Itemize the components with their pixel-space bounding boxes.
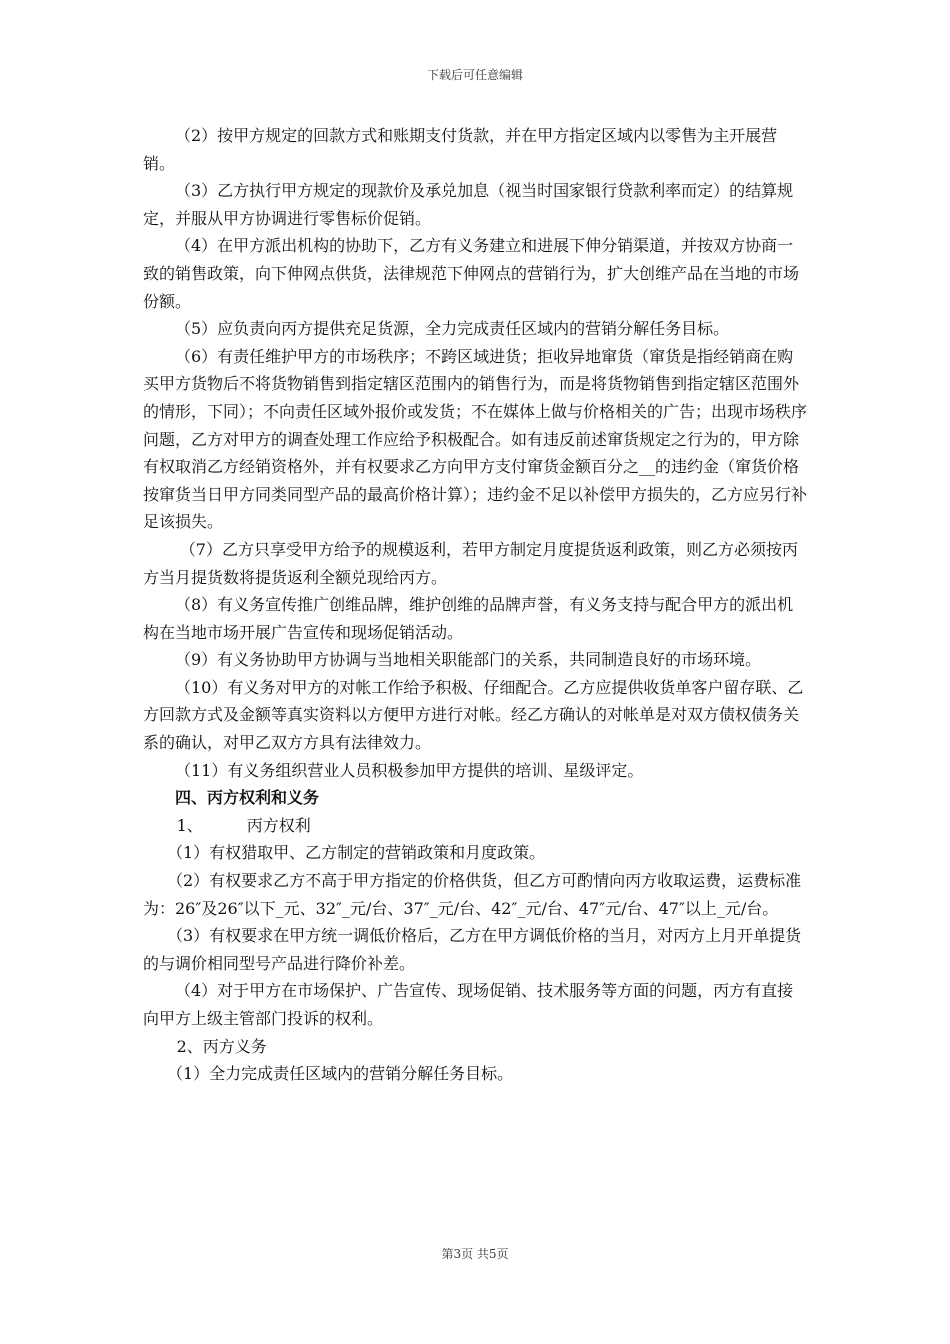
subsection-title: 丙方权利 xyxy=(246,815,311,835)
right-1: （1）有权猎取甲、乙方制定的营销政策和月度政策。 xyxy=(167,843,546,863)
clause-7: （7）乙方只享受甲方给予的规模返利，若甲方制定月度提货返利政策，则乙方必须按丙方当月提货数将提货返利全额兑现给丙方。 xyxy=(143,539,798,587)
page-header: 下载后可任意编辑 xyxy=(426,68,523,82)
subsection-rights-title xyxy=(143,812,807,840)
duty-1: （1）全力完成责任区域内的营销分解任务目标。 xyxy=(167,1064,514,1084)
right-4: （4）对于甲方在市场保护、广告宣传、现场促销、技术服务等方面的问题，丙方有直接向甲方上级主管部门投诉的权利。 xyxy=(143,981,794,1028)
clause-4: （4）在甲方派出机构的协助下，乙方有义务建立和进展下伸分销渠道，并按双方协商一致的销售政策，向下伸网点供货，法律规范下伸网点的营销行为，扩大创维产品在当地的市场份额。 xyxy=(143,236,800,311)
clause-3: （3）乙方执行甲方规定的现款价及承兑加息（视当时国家银行贷款利率而定）的结算规定，并服从甲方协调进行零售标价促销。 xyxy=(143,181,794,228)
subsection-duties-title: 2、丙方义务 xyxy=(176,1036,267,1056)
clause-5: （5）应负责向丙方提供充足货源，全力完成责任区域内的营销分解任务目标。 xyxy=(175,319,730,339)
clause-6: （6）有责任维护甲方的市场秩序；不跨区域进货；拒收异地窜货（窜货是指经销商在购买甲方货物后不将货物销售到指定辖区范围内的销售行为，而是将货物销售到指定辖区范围外的情形，下同）；不向责任区域外报价或发货；不在媒体上做与价格相关的广告；出现市场秩序问题，乙方对甲方的调查处理工作应给予积极配合。如有违反前述窜货规定之行为的，甲方除有权取消乙方经销资格外，并有权要求乙方向甲方支付窜货金额百分之__的违约金（窜货价格按窜货当日甲方同类同型产品的最高价格计算）；违约金不足以补偿甲方损失的，乙方应另行补足该损失。 xyxy=(143,346,808,532)
subsection-number: 1、 xyxy=(176,815,203,835)
right-2: （2）有权要求乙方不高于甲方指定的价格供货，但乙方可酌情向丙方收取运费，运费标准为：26″及26″以下_元、32″_元/台、37″_元/台、42″_元/台、47″元/台、47″以上_元/台。 xyxy=(143,871,802,918)
clause-9: （9）有义务协助甲方协调与当地相关职能部门的关系，共同制造良好的市场环境。 xyxy=(175,650,762,670)
clause-11: （11）有义务组织营业人员积极参加甲方提供的培训、星级评定。 xyxy=(175,760,644,780)
clause-8: （8）有义务宣传推广创维品牌，维护创维的品牌声誉，有义务支持与配合甲方的派出机构在当地市场开展广告宣传和现场促销活动。 xyxy=(143,595,794,642)
document-body xyxy=(143,122,807,1088)
page-footer: 第3页 共5页 xyxy=(441,1247,509,1261)
clause-10: （10）有义务对甲方的对帐工作给予积极、仔细配合。乙方应提供收货单客户留存联、乙方回款方式及金额等真实资料以方便甲方进行对帐。经乙方确认的对帐单是对双方债权债务关系的确认，对甲乙双方方具有法律效力。 xyxy=(143,677,804,753)
section-heading: 四、丙方权利和义务 xyxy=(175,788,320,808)
clause-2: （2）按甲方规定的回款方式和账期支付货款，并在甲方指定区域内以零售为主开展营销。 xyxy=(143,126,778,173)
right-3: （3）有权要求在甲方统一调低价格后，乙方在甲方调低价格的当月，对丙方上月开单提货的与调价相同型号产品进行降价补差。 xyxy=(143,926,802,973)
